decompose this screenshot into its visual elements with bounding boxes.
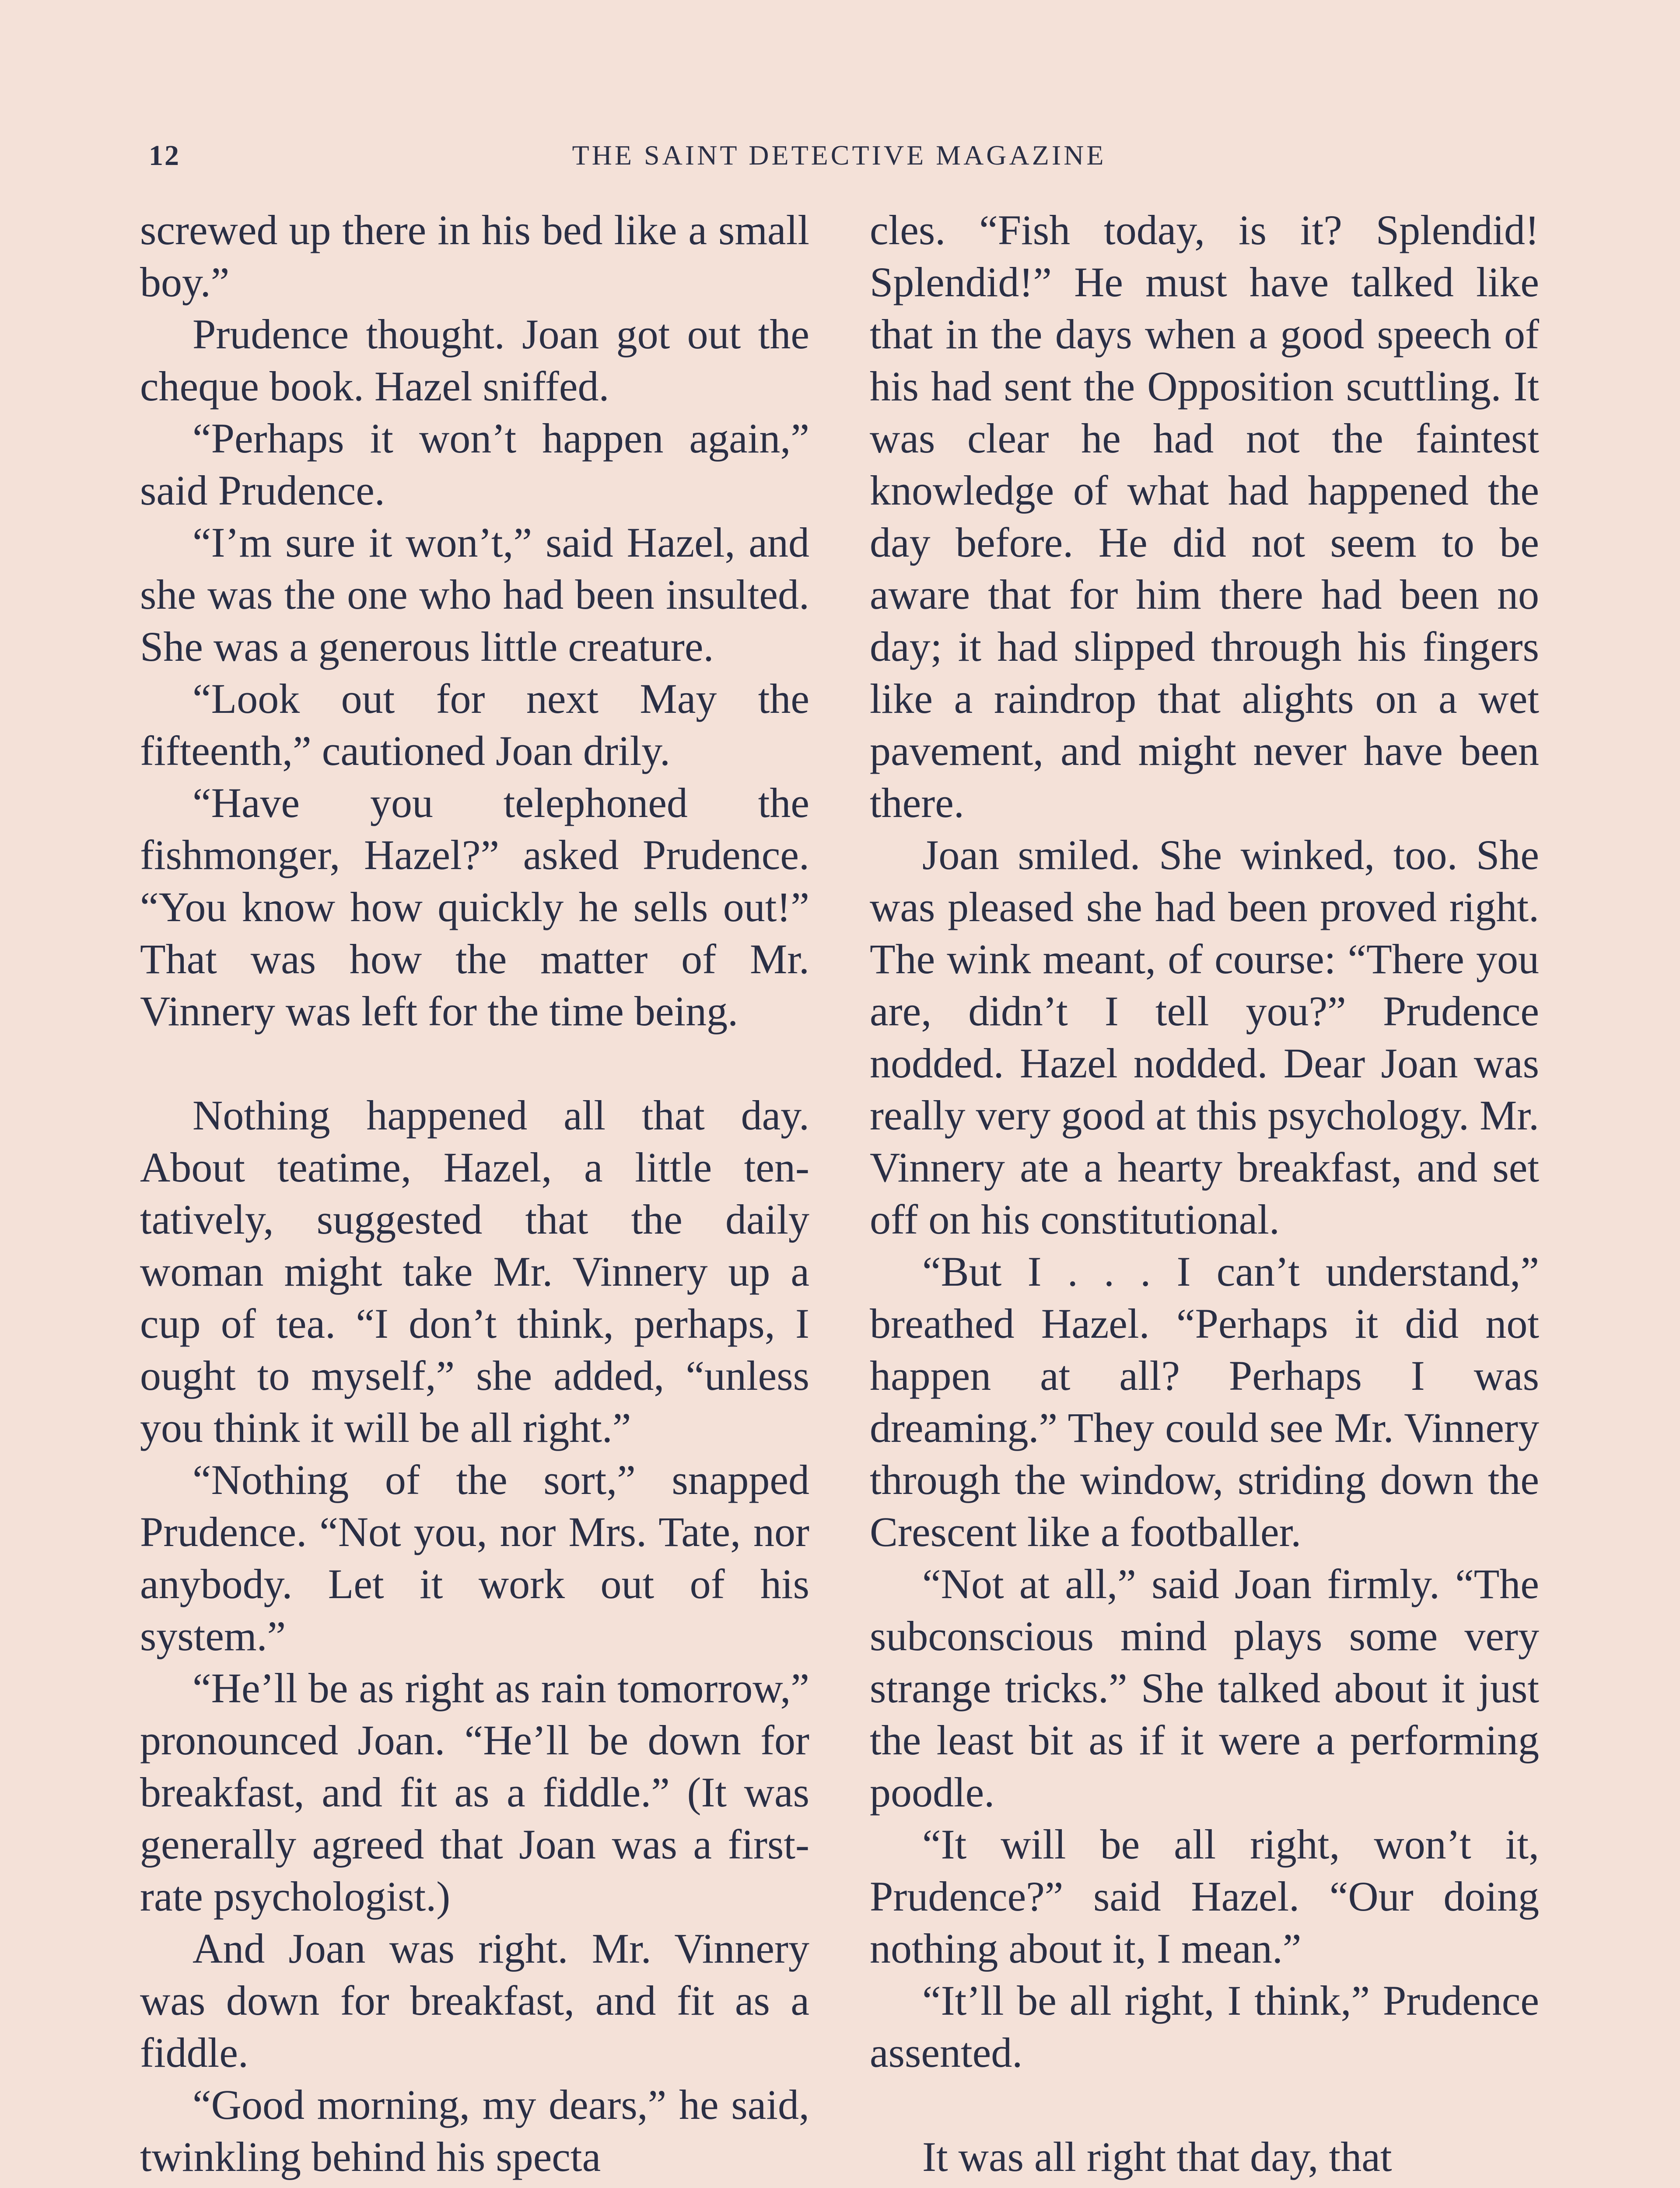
paragraph: “I’m sure it won’t,” said Hazel, and she was the one who had been insulted. She was a generous little creature. [140,519,809,670]
running-head [139,139,1539,174]
paragraph: “It’ll be all right, I think,” Prudence assented. [870,1977,1539,2076]
paragraph: It was all right that day, that [922,2133,1392,2180]
paragraph: Joan smiled. She winked, too. She was pleased she had been proved right. The wink meant, of course: “There you are, didn’t I tell you?” Prudence nodded. Hazel nodded. Dear Joan was really very good at this psychology. Mr. Vinnery ate a hearty breakfast, and set off on his constitutional. [870,831,1539,1243]
paragraph: Prudence thought. Joan got out the cheque book. Hazel sniffed. [140,311,809,410]
paragraph: cles. “Fish today, is it? Splendid! Splendid!” He must have talked like that in the days when a good speech of his had sent the Opposition scuttling. It was clear he had not the faintest knowledge of what had happened the day before. He did not seem to be aware that for him there had been no day; it had slipped through his fingers like a raindrop that alights on a wet pavement, and might never have been there. [870,207,1539,826]
paragraph: “It will be all right, won’t it, Prudence?” said Hazel. “Our doing nothing about it, I mean.” [870,1821,1539,1972]
paragraph: Nothing happened all that day. About teatime, Hazel, a little tentatively, suggested that the daily woman might take Mr. Vinnery up a cup of tea. “I don’t think, perhaps, I ought to myself,” she added, “unless you think it will be all right.” [140,1092,809,1451]
paragraph: And Joan was right. Mr. Vinnery was down for breakfast, and fit as a fiddle. [140,1925,809,2076]
paragraph: “Good morning, my dears,” he said, twinkling behind his specta [140,2081,809,2180]
paragraph: “But I . . . I can’t understand,” breathed Hazel. “Perhaps it did not happen at all? Perhaps I was dreaming.” They could see Mr. Vinnery through the window, striding down the Crescent like a footballer. [870,1248,1539,1555]
page-number: 12 [149,140,180,172]
paragraph: “Nothing of the sort,” snapped Prudence. “Not you, nor Mrs. Tate, nor anybody. Let it work out of his system.” [140,1456,809,1659]
left-column [140,204,809,2183]
paragraph: screwed up there in his bed like a small boy.” [140,207,809,305]
paragraph: “He’ll be as right as rain tomorrow,” pronounced Joan. “He’ll be down for breakfast, and fit as a fiddle.” (It was generally agreed that Joan was a first-rate psychologist.) [140,1665,809,1920]
paragraph: “Have you telephoned the fishmonger, Hazel?” asked Prudence. “You know how quickly he sells out!” That was how the matter of Mr. Vinnery was left for the time being. [140,779,809,1034]
paragraph: “Look out for next May the fifteenth,” cautioned Joan drily. [140,675,809,774]
magazine-title: THE SAINT DETECTIVE MAGAZINE [572,140,1106,171]
paragraph: “Not at all,” said Joan firmly. “The subconscious mind plays some very strange tricks.” She talked about it just the least bit as if it were a performing poodle. [870,1560,1539,1816]
paragraph: “Perhaps it won’t happen again,” said Prudence. [140,415,809,514]
right-column [870,204,1539,2183]
